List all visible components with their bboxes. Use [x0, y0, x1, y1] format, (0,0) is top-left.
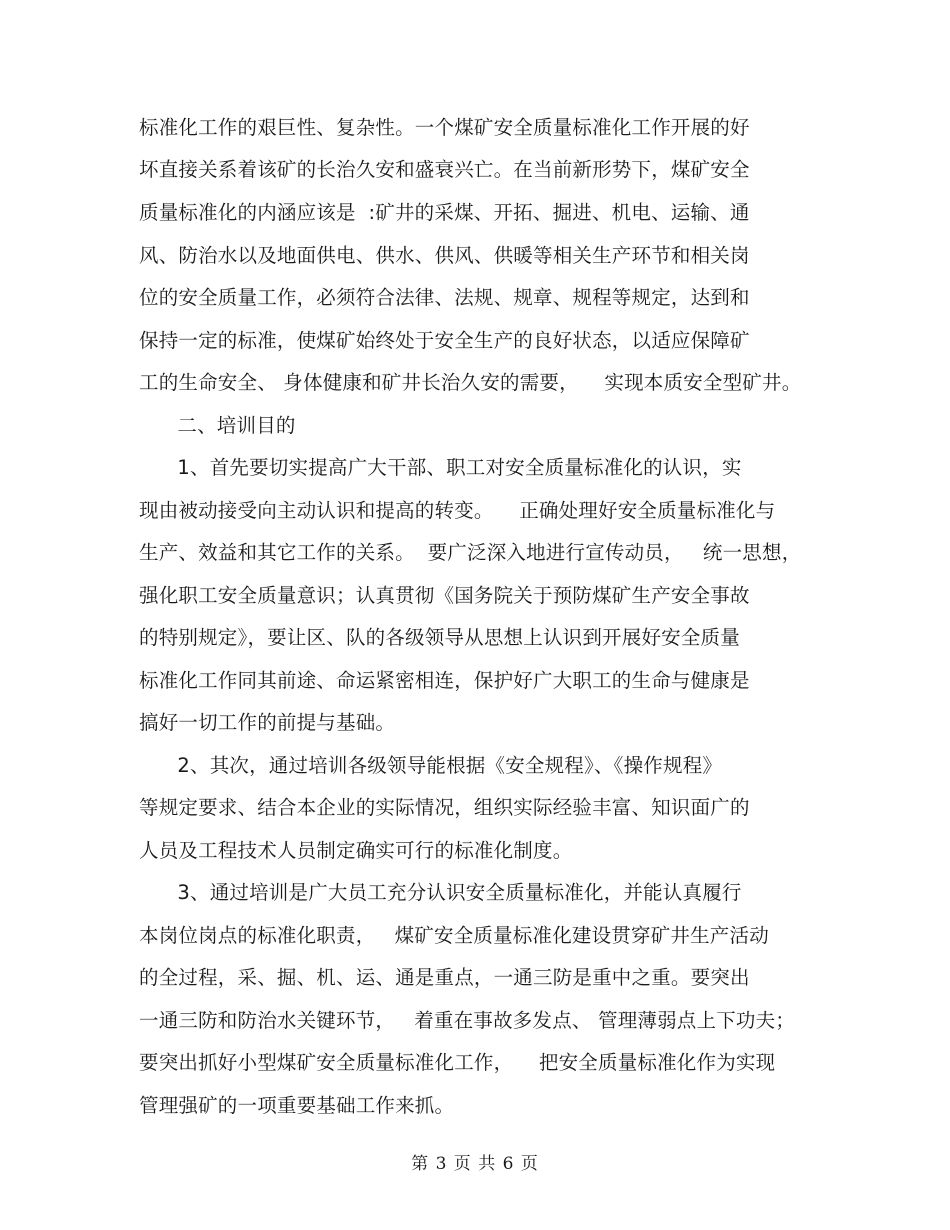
body-text-line: 生产、效益和其它工作的关系。 要广泛深入地进行宣传动员， 统一思想， — [139, 541, 802, 564]
body-text-line: 1、首先要切实提高广大干部、职工对安全质量标准化的认识，实 — [139, 456, 742, 479]
body-text-line: 一通三防和防治水关键环节， 着重在事故多发点、 管理薄弱点上下功夫； — [139, 1009, 795, 1032]
body-text-line: 风、防治水以及地面供电、供水、供风、供暖等相关生产环节和相关岗 — [139, 244, 750, 267]
body-text-line: 工的生命安全、 身体健康和矿井长治久安的需要， 实现本质安全型矿井。 — [139, 371, 802, 394]
body-text-line: 2、其次，通过培训各级领导能根据《安全规程》、《操作规程》 — [139, 754, 723, 777]
body-text-line: 标准化工作的艰巨性、复杂性。一个煤矿安全质量标准化工作开展的好 — [139, 116, 750, 139]
body-text-line: 现由被动接受向主动认识和提高的转变。 正确处理好安全质量标准化与 — [139, 499, 776, 522]
body-text-line: 人员及工程技术人员制定确实可行的标准化制度。 — [139, 839, 573, 862]
body-text-line: 强化职工安全质量意识；认真贯彻《国务院关于预防煤矿生产安全事故 — [139, 584, 750, 607]
body-text-line: 搞好一切工作的前提与基础。 — [139, 711, 396, 734]
body-text-line: 保持一定的标准，使煤矿始终处于安全生产的良好状态，以适应保障矿 — [139, 329, 750, 352]
body-text-line: 本岗位岗点的标准化职责， 煤矿安全质量标准化建设贯穿矿井生产活动 — [139, 924, 769, 947]
body-text-line: 等规定要求、结合本企业的实际情况，组织实际经验丰富、知识面广的 — [139, 796, 750, 819]
body-text-line: 质量标准化的内涵应该是 :矿井的采煤、开拓、掘进、机电、运输、通 — [139, 201, 750, 224]
body-text-line: 位的安全质量工作，必须符合法律、法规、规章、规程等规定，达到和 — [139, 286, 750, 309]
section-heading: 二、培训目的 — [139, 414, 296, 437]
body-text-line: 管理强矿的一项重要基础工作来抓。 — [139, 1094, 455, 1117]
body-text-line: 标准化工作同其前途、命运紧密相连，保护好广大职工的生命与健康是 — [139, 669, 750, 692]
page-number-footer: 第 3 页 共 6 页 — [411, 1154, 539, 1174]
body-text-line: 要突出抓好小型煤矿安全质量标准化工作， 把安全质量标准化作为实现 — [139, 1051, 776, 1074]
body-text-line: 的特别规定》，要让区、队的各级领导从思想上认识到开展好安全质量 — [139, 626, 740, 649]
body-text-line: 坏直接关系着该矿的长治久安和盛衰兴亡。在当前新形势下，煤矿安全 — [139, 158, 750, 181]
body-text-line: 3、通过培训是广大员工充分认识安全质量标准化，并能认真履行 — [139, 881, 742, 904]
body-text-line: 的全过程，采、掘、机、运、通是重点，一通三防是重中之重。要突出 — [139, 966, 750, 989]
